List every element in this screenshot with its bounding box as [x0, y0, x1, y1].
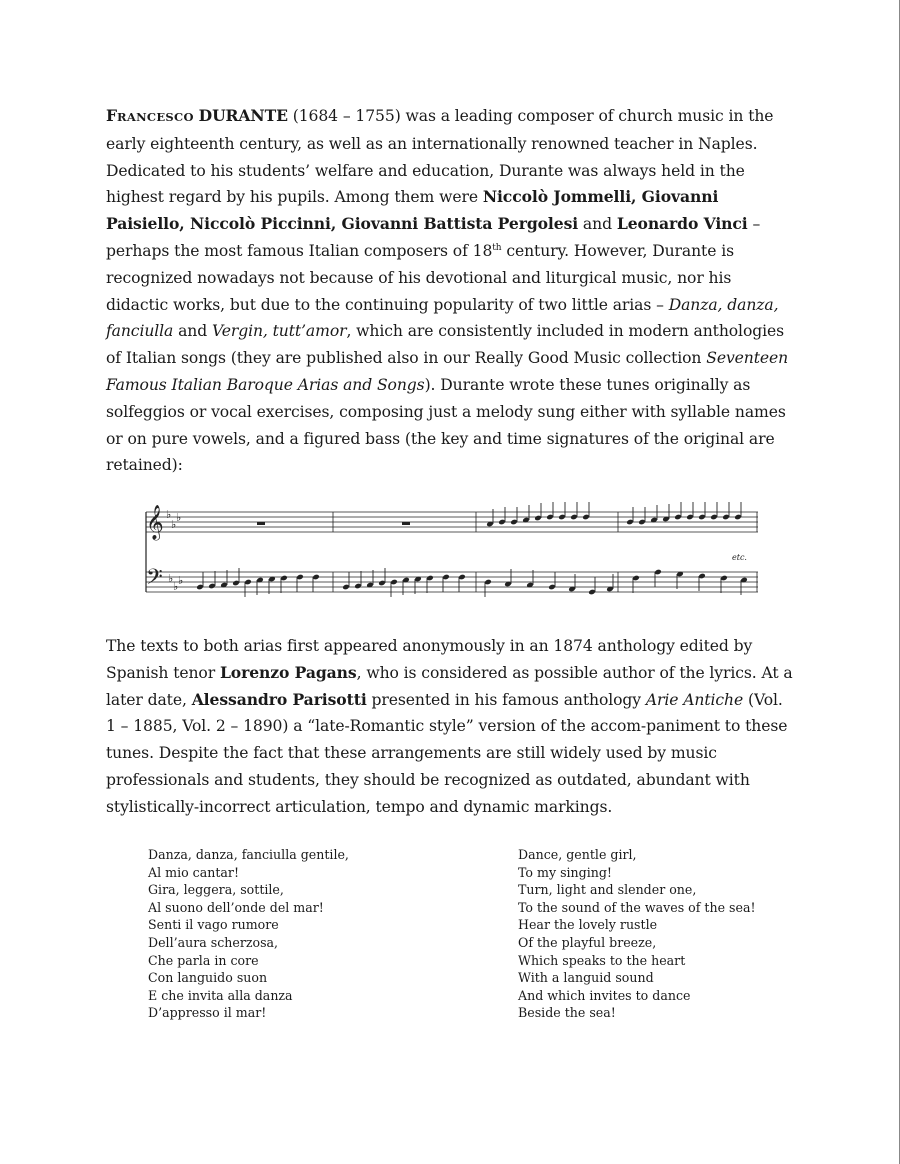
etc-label: etc. — [732, 553, 747, 562]
svg-text:♭: ♭ — [173, 580, 179, 593]
lyric-line: Al suono dell’onde del mar! — [148, 899, 324, 915]
staff-lines — [146, 512, 758, 592]
second-text-3: presented in his famous anthology — [366, 690, 646, 709]
lyric-line: E che invita alla danza — [148, 987, 293, 1003]
lyrics-italian — [148, 846, 478, 1022]
svg-text:♭: ♭ — [168, 572, 174, 585]
intro-paragraph — [106, 103, 796, 479]
pupil-jommelli-paisiello: Niccolò Jommelli, Giovanni Paisiello, — [106, 187, 719, 234]
composer-surname: DURANTE — [198, 106, 288, 125]
music-score-excerpt — [140, 498, 760, 602]
lyric-line: Danza, danza, fanciulla gentile, — [148, 847, 349, 862]
aria-title-vergin: Vergin, tutt’amor — [212, 322, 347, 341]
pupil-vinci: Leonardo Vinci — [616, 214, 748, 234]
intro-text-3: – perhaps the most famous Italian composers of 18 — [106, 215, 761, 260]
lyric-line: Beside the sea! — [518, 1005, 616, 1021]
ordinal-suffix: th — [492, 242, 502, 253]
intro-text-6: , which are consistently included in modern anthologies of Italian songs (they are published also in our Really Good Music collection — [106, 322, 785, 368]
lyric-line: To my singing! — [518, 864, 612, 880]
composer-first-initial: F — [106, 106, 117, 125]
intro-text-7: ). Durante wrote these tunes originally as solfeggios or vocal exercises, composing just a melody sung either with syllable names or on pure vowels, and a figured bass (the key and time signatures of the original are retained): — [106, 375, 786, 475]
intro-text-2: and — [578, 215, 617, 234]
lyric-line: Hear the lovely rustle — [518, 917, 658, 933]
intro-text-1: (1684 – 1755) was a leading composer of church music in the early eighteenth century, as well as an internationally renowned teacher in Naples. Dedicated to his students’ welfare and education, Durante was always held in the highest regard by his pupils. Among them were — [106, 107, 774, 207]
lyric-line: Che parla in core — [148, 952, 259, 968]
key-signature-flats — [166, 508, 183, 593]
second-paragraph — [106, 633, 796, 821]
name-alessandro-parisotti: Alessandro Parisotti — [191, 689, 367, 709]
lyric-line: Turn, light and slender one, — [518, 882, 697, 898]
lyric-line: To the sound of the waves of the sea! — [518, 899, 756, 915]
collection-title: Seventeen Famous Italian Baroque Arias and Songs — [106, 349, 789, 394]
lyric-line: Which speaks to the heart — [518, 952, 686, 968]
intro-text-5: and — [173, 322, 212, 341]
lyric-line: With a languid sound — [518, 970, 654, 986]
aria-title-danza: Danza, danza, fanciulla — [106, 295, 779, 341]
lyric-line: Gira, leggera, sottile, — [148, 882, 284, 898]
svg-text:♭: ♭ — [171, 518, 177, 531]
lyric-line: Dell’aura scherzosa, — [148, 934, 279, 950]
pupil-pergolesi: Giovanni Battista Pergolesi — [341, 214, 579, 234]
lyric-line: Of the playful breeze, — [518, 934, 657, 950]
lyric-line: Dance, gentle girl, — [518, 847, 637, 862]
second-text-4: (Vol. 1 – 1885, Vol. 2 – 1890) a “late-Romantic style” version of the accom-paniment to these tunes. Despite the fact that these arrangements are still widely used by music professionals and students, they should be recognized as outdated, abundant with stylistically-incorrect articulation, tempo and dynamic markings. — [106, 690, 788, 816]
lyric-line: Con languido suon — [148, 970, 268, 986]
treble-clef-icon: 𝄞 — [146, 505, 164, 540]
intro-text-4: century. However, Durante is recognized nowadays not because of his devotional and liturgical music, nor his didactic works, but due to the continuing popularity of two little arias – — [106, 241, 734, 314]
rests — [257, 522, 410, 525]
second-text-2: , who is considered as possible author of the lyrics. At a later date, — [106, 663, 793, 709]
svg-text:♭: ♭ — [166, 508, 172, 521]
name-lorenzo-pagans: Lorenzo Pagans — [219, 662, 357, 682]
lyric-line: Senti il vago rumore — [148, 917, 279, 933]
lyric-line: And which invites to dance — [518, 987, 691, 1003]
lyrics-english — [518, 846, 848, 1022]
lyric-line: D’appresso il mar! — [148, 1005, 267, 1021]
notes — [196, 502, 748, 597]
bass-clef-icon: 𝄢 — [146, 565, 163, 595]
second-text-1: The texts to both arias first appeared anonymously in an 1874 anthology edited by Spanish tenor — [106, 637, 753, 682]
svg-text:♭: ♭ — [178, 574, 184, 587]
svg-text:♭: ♭ — [176, 511, 182, 524]
anthology-title: Arie Antiche — [645, 690, 744, 709]
composer-first-name: RANCESCO — [116, 110, 194, 124]
pupil-piccinni: Niccolò Piccinni, — [189, 214, 342, 234]
lyric-line: Al mio cantar! — [148, 864, 240, 880]
